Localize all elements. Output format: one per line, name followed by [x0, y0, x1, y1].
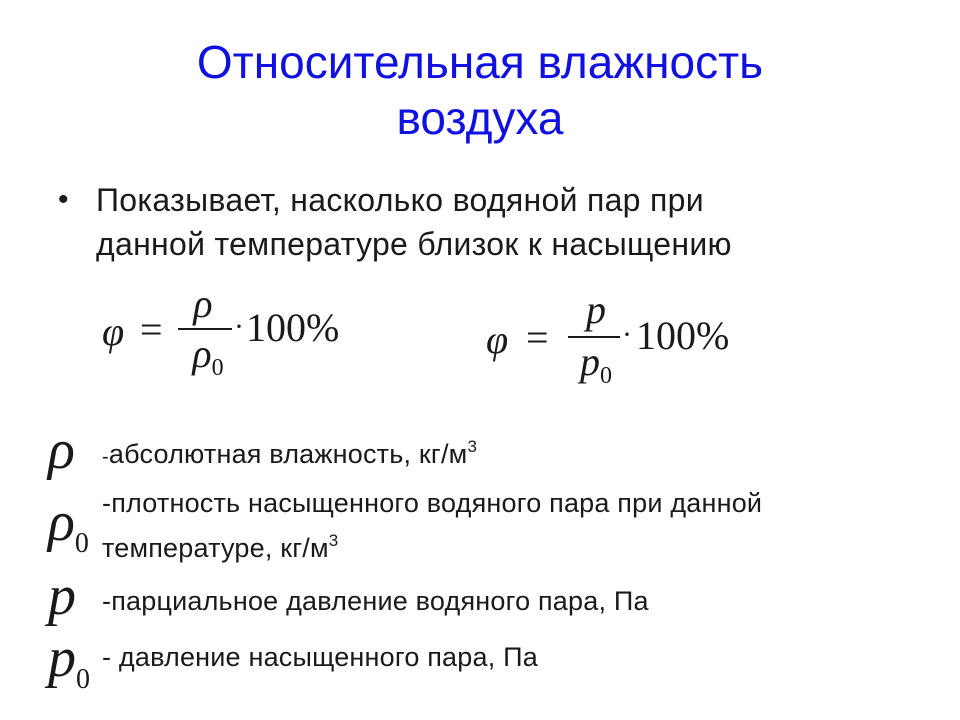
- formula-pressure-equals: =: [526, 315, 549, 360]
- formula-pressure-dot: ·: [622, 318, 632, 351]
- legend-rho-symbol: ρ: [48, 419, 75, 481]
- legend-p0-description: - давление насыщенного пара, Па: [102, 642, 538, 672]
- formula-density-phi: φ: [102, 309, 125, 354]
- bullet-line-1: Показывает, насколько водяной пар при: [96, 182, 704, 218]
- legend-p-symbol: p: [48, 565, 76, 627]
- legend-rho-description: -абсолютная влажность, $кг/м^3$: [102, 437, 478, 469]
- slide-title: [0, 34, 960, 146]
- legend-rho0-line-1: -плотность насыщенного водяного пара при данной: [102, 488, 763, 518]
- formula-pressure-denominator: $p_0$: [580, 339, 612, 389]
- title-line-2: воздуха: [396, 92, 564, 144]
- formula-density-factor: 100%: [246, 305, 340, 350]
- legend-rho0: [0, 484, 960, 564]
- formula-pressure-phi: φ: [486, 317, 509, 362]
- legend-p-description: -парциальное давление водяного пара, Па: [102, 586, 649, 616]
- formula-density-equals: =: [140, 307, 163, 352]
- formula-density: [0, 280, 480, 400]
- formula-pressure: [480, 282, 960, 402]
- legend-rho: [0, 418, 960, 488]
- legend-rho0-description: [102, 484, 762, 567]
- formula-density-numerator: ρ: [193, 281, 213, 326]
- formula-pressure-numerator: p: [586, 287, 606, 332]
- bullet-text: [96, 178, 732, 266]
- legend-rho0-symbol: $\rho_0$: [48, 491, 89, 559]
- legend-p0-symbol: $p_0$: [48, 627, 90, 695]
- formula-pressure-factor: 100%: [636, 313, 730, 358]
- bullet-marker: •: [58, 183, 69, 216]
- legend-rho0-line-2: температуре, $кг/м^3$: [102, 531, 339, 563]
- bullet-line-2: данной температуре близок к насыщению: [96, 226, 732, 262]
- formula-density-dot: ·: [234, 310, 244, 343]
- legend-p0: [0, 626, 960, 706]
- formula-density-denominator: $\rho_0$: [192, 331, 224, 381]
- title-line-1: Относительная влажность: [196, 36, 764, 88]
